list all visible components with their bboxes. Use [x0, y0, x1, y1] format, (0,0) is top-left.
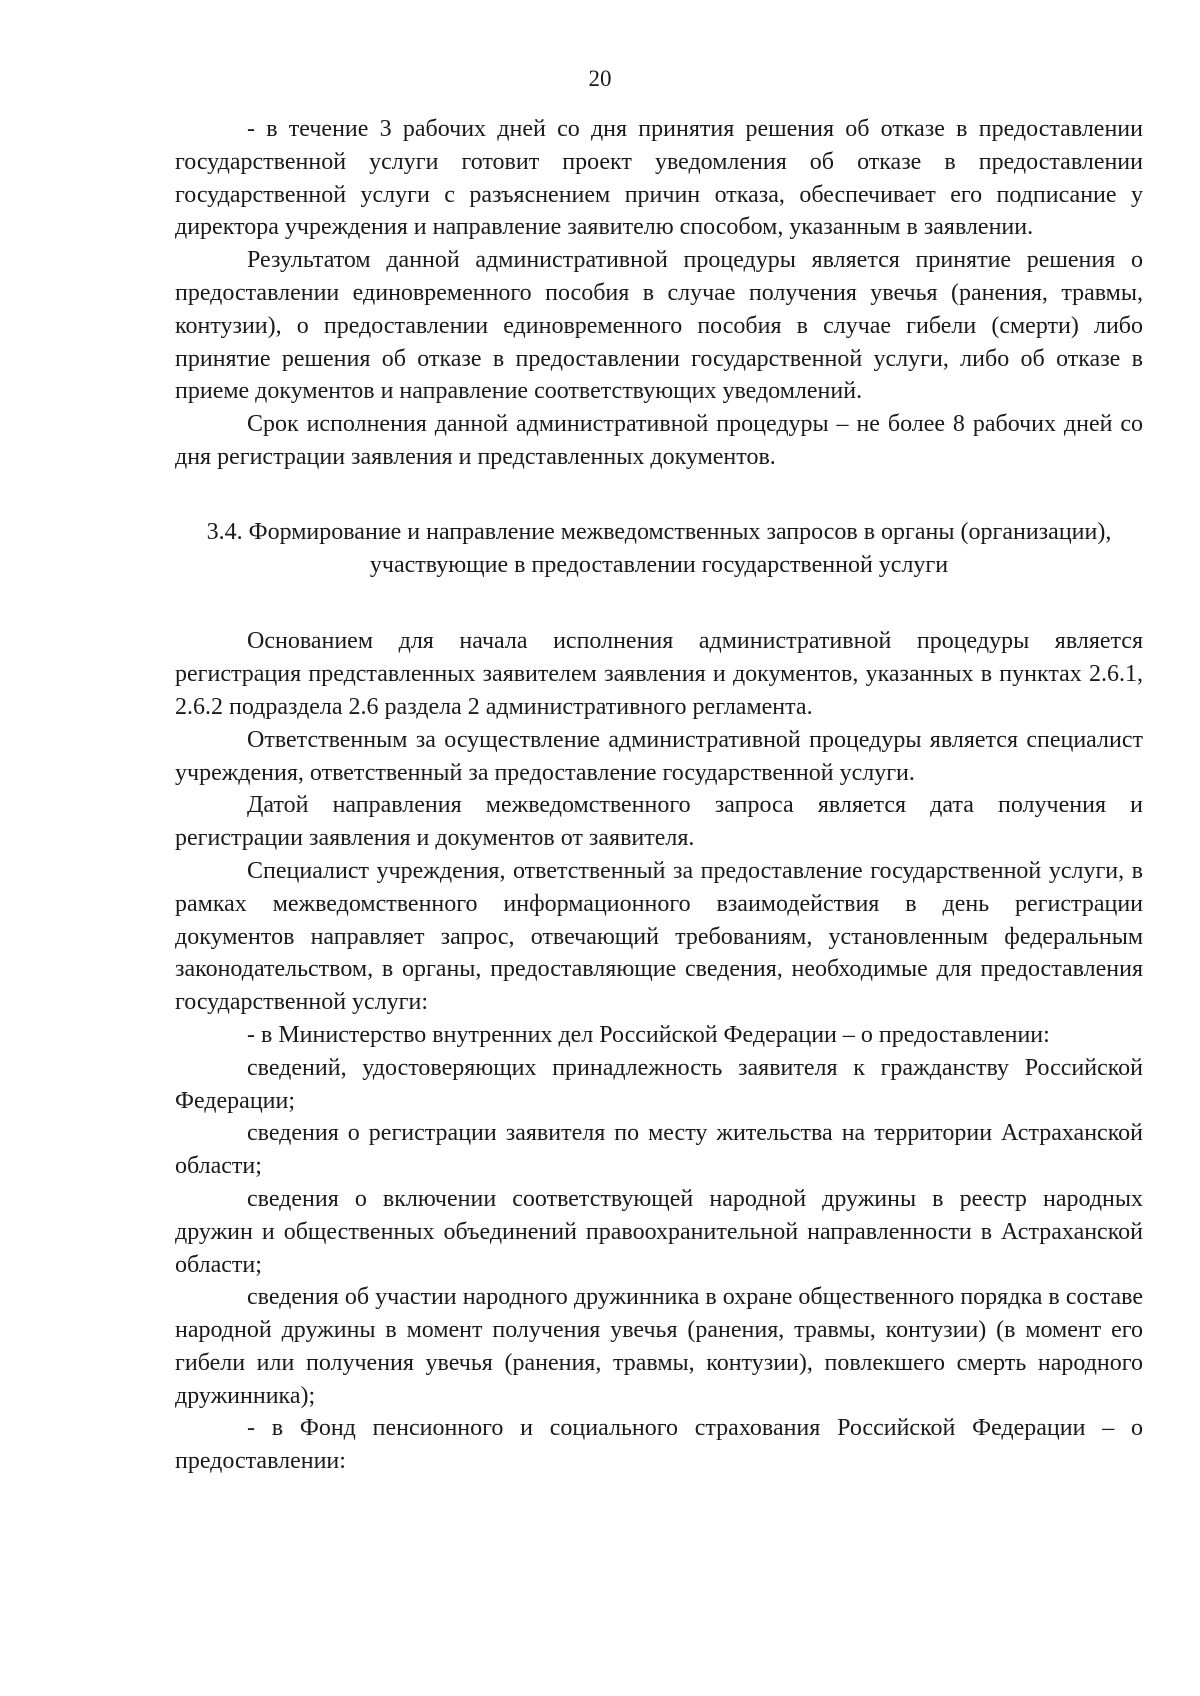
- list-item-druzhina-registry-info: сведения о включении соответствующей народной дружины в реестр народных дружин и общественных объединений правоохранительной направленности в Астраханской области;: [175, 1185, 1143, 1278]
- paragraph-procedure-deadline: Срок исполнения данной административной процедуры – не более 8 рабочих дней со дня регистрации заявления и представленных документов.: [175, 411, 1143, 470]
- paragraph-request-date: Датой направления межведомственного запроса является дата получения и регистрации заявления и документов от заявителя.: [175, 792, 1143, 852]
- list-item-citizenship-info: сведений, удостоверяющих принадлежность заявителя к гражданству Российской Федерации;: [175, 1054, 1143, 1114]
- list-item-ministry-interior: - в Министерство внутренних дел Российской Федерации – о предоставлении:: [247, 1021, 1050, 1048]
- list-item-residence-info: сведения о регистрации заявителя по месту жительства на территории Астраханской области;: [175, 1120, 1143, 1180]
- page-number: 20: [588, 66, 612, 91]
- paragraph-responsible-person: Ответственным за осуществление административной процедуры является специалист учреждения, ответственный за предоставление государственной услуги.: [175, 726, 1143, 786]
- paragraph-interagency-request: Специалист учреждения, ответственный за предоставление государственной услуги, в рамках межведомственного информационного взаимодействия в день регистрации документов направляет запрос, отвечающий требованиям, установленным федеральным законодательством, в органы, предоставляющие сведения, необходимые для предоставления государственной услуги:: [175, 857, 1143, 1016]
- paragraph-procedure-basis: Основанием для начала исполнения административной процедуры является регистрация представленных заявителем заявления и документов, указанных в пунктах 2.6.1, 2.6.2 подраздела 2.6 раздела 2 административного регламента.: [175, 628, 1143, 720]
- section-heading: 3.4. Формирование и направление межведомственных запросов в органы (организации), участвующие в предоставлении государственной услуги: [206, 518, 1112, 578]
- paragraph-refusal-notice: - в течение 3 рабочих дней со дня принятия решения об отказе в предоставлении государственной услуги готовит проект уведомления об отказе в предоставлении государственной услуги с разъяснением причин отказа, обеспечивает его подписание у директора учреждения и направление заявителю способом, указанным в заявлении.: [175, 116, 1143, 241]
- document-body: [175, 113, 1143, 1478]
- paragraph-procedure-result: Результатом данной административной процедуры является принятие решения о предоставлении единовременного пособия в случае получения увечья (ранения, травмы, контузии), о предоставлении единовременного пособия в случае гибели (смерти) либо принятие решения об отказе в предоставлении государственной услуги, либо об отказе в приеме документов и направление соответствующих уведомлений.: [175, 247, 1143, 405]
- list-item-pension-fund: - в Фонд пенсионного и социального страхования Российской Федерации – о предоставлении:: [175, 1415, 1143, 1475]
- list-item-participation-info: сведения об участии народного дружинника в охране общественного порядка в составе народной дружины в момент получения увечья (ранения, травмы, контузии) (в момент его гибели или получения увечья (ранения, травмы, контузии), повлекшего смерть народного дружинника);: [175, 1284, 1143, 1409]
